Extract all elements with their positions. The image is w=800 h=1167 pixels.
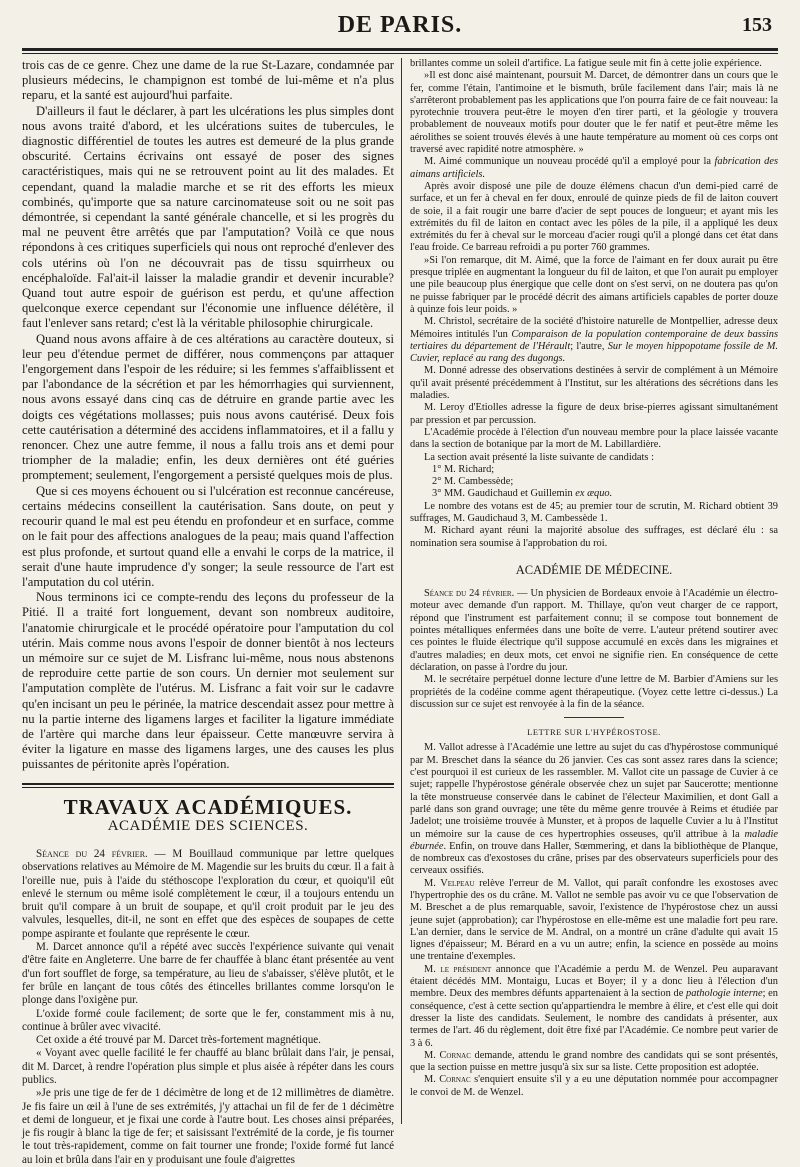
paragraph: »Si l'on remarque, dit M. Aimé, que la force de l'aimant en fer doux aurait pu être presque triplée en augmentant la longueur du fil de laiton, et que l'on aurait pu employer une pile beaucoup plus énergique que celle dont on s'est servi, on ne doutera pas qu'on ne puisse fabriquer par le procédé décrit des aimans artificiels capables de porter douze à quinze fois leur poids. » — [410, 254, 778, 315]
paragraph — [410, 316, 778, 365]
paragraph-text: M. Christol, secrétaire de la société d'histoire naturelle de Montpellier, adresse deux Mémoires intitulés l'un — [410, 316, 778, 340]
paragraph-text: 3° MM. Gaudichaud et Guillemin — [432, 488, 576, 500]
paragraph-text: — Un physicien de Bordeaux envoie à l'Académie un électro-moteur avec demande d'un rapport. M. Thillaye, qu'on veut charger de ce rapport, répond que l'instrument est parfaitement connu; il se compose tout bonnement de pointes métalliques enfermées dans une boîte de verre. L'auteur prétend soutirer avec ces pointes le fluide électrique qu'il suppose accumulé en excès dans les migraines et d'autres maladies; en deux mots, cet envoi ne signifie rien. En conséquence de cette déclaration, on passe à l'ordre du jour. — [410, 588, 779, 673]
italic-text: maladie éburnée — [410, 828, 778, 852]
subsection-heading: LETTRE SUR L'HYPÉROSTOSE. — [527, 727, 661, 738]
paragraph: M. Leroy d'Etiolles adresse la figure de deux brise-pierres agissant simultanément par pression et par percussion. — [410, 402, 778, 426]
paragraph: M. le secrétaire perpétuel donne lecture d'une lettre de M. Barbier d'Amiens sur les propriétés de la codéine comme agent thérapeutique. (Voyez cette lettre ci-dessus.) La discussion sur ce sujet est renvoyée à la fin de la séance. — [410, 674, 778, 710]
paragraph-text: . Enfin, on trouve dans Haller, Sœmmering, et dans la bibliothèque de Planque, de nombreux cas d'exostoses du crâne, prises par des observateurs superficiels pour des cerveaux ossifiés. — [410, 840, 778, 877]
paragraph: Quand nous avons affaire à de ces altérations au caractère douteux, si leur peu d'étendue permet de différer, nous commençons par attaquer l'engorgement dans l'espoir de les réduire; si les femmes s'affaiblissent et par l'abondance de la sécrétion et par les hémorrhagies qui surviennent, nous avons essayé dans cinq cas de détruire en grande partie avec les doigts ces végétations mollasses; puis nous avons cautérisé. Deux fois cette cautérisation a déterminé des accidens inflammatoires, et il a fallu y renoncer. Chez une autre femme, il nous a fallu trois ans et demi pour triompher de la maladie; enfin, les deux dernières ont été guéries promptement; seulement, l'engorgement a persisté quelques mois de plus. — [22, 331, 394, 483]
paragraph — [410, 588, 778, 674]
speaker-name: M. Velpeau — [424, 877, 475, 889]
divider — [564, 717, 624, 718]
section-rule — [22, 783, 394, 785]
section-title: TRAVAUX ACADÉMIQUES. — [63, 794, 353, 819]
paragraph: brillantes comme un soleil d'artifice. La fatigue seule mit fin à cette jolie expérience. — [410, 58, 762, 69]
paragraph-text: M. Aimé communique un nouveau procédé qu'il a employé pour la — [424, 156, 715, 168]
paragraph: M. Darcet annonce qu'il a répété avec succès l'expérience suivante qui venait d'être faite en Angleterre. Une barre de fer chauffée à blanc étant présentée au vent d'un fort soufflet de forge, sa température, au lieu de s'abaisser, s'élève plutôt, et le fer brûle en lançant de tous côtés des étincelles brillantes comme lorsqu'on le plonge dans l'oxigène pur. — [22, 941, 394, 1007]
italic-text: fabrication des aimans artificiels. — [410, 156, 778, 180]
paragraph-text: annonce que l'Académie a perdu M. de Wenzel. Peu auparavant étaient décédés MM. Montaigu, Lucas et Boyer; il y a donc lieu à l'élection d'un membre. Deux des membres défunts appartenaient à la section de — [410, 963, 778, 1000]
italic-text: pathologie interne — [686, 988, 763, 1000]
paragraph-text: relève l'erreur de M. Vallot, qui paraît confondre les exostoses avec l'hypertrophie des os du crâne. M. Vallot ne semble pas avoir vu ce que l'observation de M. Breschet a de plus remarquable, savoir, l'existence de l'hypérostose chez un aussi jeune sujet (approbation); car l'hypérostose en elle-même est une maladie fort peu rare. L'an dernier, dans le service de M. Andral, on a montré un crâne d'adulte qui avait 15 lignes d'épaisseur; M. Bérard en a vu un autre; enfin, la science en possède au moins une trentaine d'exemples. — [410, 877, 778, 963]
paragraph — [410, 742, 778, 877]
paragraph-text: s'enquiert ensuite s'il y a eu une députation nommée pour accompagner le convoi de M. de Wenzel. — [410, 1074, 778, 1098]
italic-text: ex æquo. — [575, 488, 613, 500]
paragraph: M. Donné adresse des observations destinées à servir de complément à un Mémoire qu'il avait présenté précédemment à l'Institut, sur les altérations des sécrétions dans les maladies. — [410, 365, 778, 402]
paragraph: « Voyant avec quelle facilité le fer chauffé au blanc brûlait dans l'air, je pensai, dit M. Darcet, à rendre l'opération plus simple et plus aisée à répéter dans les cours publics. — [22, 1047, 394, 1086]
academy-heading: ACADÉMIE DE MÉDECINE. — [515, 562, 673, 577]
paragraph: Après avoir disposé une pile de douze élémens chacun d'un demi-pied carré de surface, et un fer à cheval en fer doux, enroulé de quinze pieds de fil de laiton couvert de soie, il a fait rougir une barre d'acier de sept pouces de longueur; et ayant mis les extrémités du fil de laiton en contact avec les pôles de la pile, il a appliqué les deux extrémités du fer à cheval sur le morceau d'acier rougi qu'il a plongé dans cet état dans l'eau froide. Ce barreau refroidi a pu porter 760 grammes. — [410, 180, 778, 254]
paragraph — [410, 964, 778, 1050]
speaker-name: M. Cornac — [424, 1049, 471, 1061]
candidate-list — [410, 464, 778, 501]
page-number: 153 — [742, 14, 772, 36]
paragraph: Nous terminons ici ce compte-rendu des leçons du professeur de la Pitié. Il a traité fort longuement, devant son nombreux auditoire, l'anatomie chirurgicale et le procédé opératoire pour l'amputation du col utérin. Mais comme nous avons l'espoir de donner bientôt à nos lecteurs un mémoire sur ce sujet de M. Lisfranc lui-même, nous nous abstenons de reproduire cette partie de son cours. Un dernier mot seulement sur l'amputation complète de l'utérus. M. Lisfranc a fait voir sur le cadavre qu'en incisant un peu le périnée, la matrice descendait assez pour mettre à nu la partie interne des ligamens larges et faciliter la ligature immédiate de l'artère qui marche dans leur épaisseur. Cette manœuvre servira à éviter la ligature en masse des ligamens larges, une des causes les plus puissantes de péritonite après l'opération. — [22, 590, 394, 772]
speaker-name: M. Cornac — [424, 1074, 471, 1086]
academy-heading: ACADÉMIE DES SCIENCES. — [107, 817, 309, 834]
paragraph: Cet oxide a été trouvé par M. Darcet très-fortement magnétique. — [36, 1034, 321, 1047]
header-rule-thin — [22, 53, 778, 54]
academy-sciences-report — [22, 848, 394, 1167]
header-rule — [22, 48, 778, 51]
paragraph: Que si ces moyens échouent ou si l'ulcération est reconnue cancéreuse, certains médecins conseillent la cautérisation. Sans doute, on peut y recourir quand le mal est peu étendu en profondeur et en surface, comme on le fait pour des affections analogues de la peau; mais quand l'affection est plus profonde, et surtout quand elle a envahi le corps de la matrice, il serait d'une haute imprudence d'y songer; la seule ressource de l'art est l'amputation du col utérin. — [22, 483, 394, 589]
paragraph — [410, 1050, 778, 1075]
right-column — [410, 58, 778, 1128]
speaker-name: M. le président — [424, 963, 492, 975]
paragraph: »Il est donc aisé maintenant, poursuit M. Darcet, de démontrer dans un cours que le fer, comme l'étain, l'antimoine et le bismuth, brûle facilement dans l'air; mais là ne s'arrêteront probablement pas les applications que l'on pourra faire de ce fait nouveau: la pyrotechnie trouvera peut-être le moyen d'en tirer parti, et la géologie y trouvera probablement de nouveaux motifs pour douter que le fer natif et peut-être même les aérolithes se soient trouvés élevés à une haute température au moment où ces corps ont traversé avec rapidité notre atmosphère. » — [410, 70, 778, 156]
paragraph: La section avait présenté la liste suivante de candidats : — [424, 451, 654, 463]
running-title: DE PARIS. — [337, 12, 463, 38]
list-item — [432, 488, 778, 500]
session-date: Séance du 24 février. — [36, 847, 148, 860]
italic-text: Comparaison de la population contemporaine de deux bassins tertiaires du département de l'Hérault — [410, 328, 778, 352]
paragraph — [410, 878, 778, 964]
paragraph — [22, 848, 394, 941]
paragraph-text: M. Vallot adresse à l'Académie une lettre au sujet du cas d'hypérostose communiqué par M. Breschet dans la séance du 26 janvier. Ces cas sont assez rares dans la science; c'est pourquoi il est curieux de les rassembler. M. Vallot cite un passage de Cuvier à ce sujet; rappelle l'hypérostose générale observée chez un sujet par Saucerotte; mentionne la tête monstrueuse conservée dans le cabinet de l'électeur Maximilien, et dont Gall a parlé dans son grand ouvrage; une tête du même genre trouvée à Reims et étudiée par Jadelot; une troisième trouvée à Munster, et à propos de laquelle Cuvier a lu à l'Institut un mémoire sur la cause de ces hypertrophies osseuses, qu'il attribue à la — [410, 742, 778, 840]
column-divider — [401, 58, 402, 1124]
paragraph — [410, 1074, 778, 1099]
paragraph: L'oxide formé coule facilement; de sorte que le fer, constamment mis à nu, continue à brûler avec vivacité. — [22, 1007, 394, 1033]
italic-text: Sur le moyen hippopotame fossile de M. Cuvier, replacé au rang des dugongs. — [410, 340, 778, 365]
paragraph: D'ailleurs il faut le déclarer, à part les ulcérations les plus simples dont nous avons traité d'abord, et les ulcérations suites de tubercules, le diagnostic différentiel de toutes les autres est demeuré de la plus grande obscurité. Certains écrivains ont essayé de poser des signes caractéristiques, mais qui ne se retrouvent point au lit des malades. Et cependant, quand la maladie marche et se rit des efforts les mieux combinés, qu'importe que sa nature carcinomateuse soit ou ne soit pas démontrée, si cependant la santé générale chancelle, et si les progrès du mal ne peuvent être arrêtés que par l'amputation? Voilà ce que nous répondons à ces critiques superficiels qui nous ont reproché d'enlever des cols utérins où l'on ne découvrait pas de tissu squirrheux ou encéphaloïde. Fal'ait-il laisser la maladie grandir et devenir incurable? Quand tout autre espoir de guérison est perdu, et qu'une affection quelconque exerce cependant sur l'économie une influence délétère, il faut l'enlever sans retard; c'est là la véritable philosophie chirurgicale. — [22, 103, 394, 331]
paragraph: trois cas de ce genre. Chez une dame de la rue St-Lazare, condamnée par plusieurs médecins, le champignon est tombé de lui-même et n'a plus reparu, et la santé est aujourd'hui parfaite. — [22, 58, 394, 103]
session-date: Séance du 24 février. — [424, 588, 515, 600]
paragraph: M. Richard ayant réuni la majorité absolue des suffrages, est déclaré élu : sa nomination sera soumise à l'approbation du roi. — [410, 525, 778, 549]
list-item: 1° M. Richard; — [432, 463, 495, 475]
section-rule-thin — [22, 787, 394, 788]
left-column — [22, 58, 394, 1166]
list-item: 2° M. Cambessède; — [432, 476, 514, 488]
paragraph-text: — M Bouillaud communique par lettre quelques observations relatives au Mémoire de M. Magendie sur les bruits du cœur. Il a fait à l'oreille nue, puis à l'aide du stéthoscope l'exploration du cœur, et quoiqu'il eût enlevé le sternum ou même isolé complètement le cœur, il a toujours entendu un bruit qu'il compare à un bruit de soupape, et qu'il croit produit par le jeu des valvules, lesquelles, dit-il, ne sont en effet que des espèces de soupapes de cette pompe aspirante et foulante que représente le cœur. — [22, 847, 394, 940]
paragraph-text: ; l'autre, — [570, 340, 608, 352]
page-header — [22, 8, 778, 44]
paragraph: L'Académie procède à l'élection d'un nouveau membre pour la place laissée vacante dans la section de botanique par la mort de M. Labillardière. — [410, 426, 778, 451]
paragraph-text: demande, attendu le grand nombre des candidats qui se sont présentés, que la section puisse en mettre jusqu'à six sur sa liste. Cette proposition est adoptée. — [410, 1049, 778, 1074]
paragraph: Le nombre des votans est de 45; au premier tour de scrutin, M. Richard obtient 39 suffrages, M. Gaudichaud 3, M. Cambessède 1. — [410, 500, 778, 524]
paragraph-text: ; en conséquence, c'est à cette section qu'appartiendra le membre à élire, et c'est elle qui doit dresser la liste des candidats. Seulement, le nombre des candidats à présenter, aux termes de l'art. 46 du règlement, doit être fixé par l'Académie. Ce nombre peut varier de 3 à 6. — [410, 988, 778, 1049]
paragraph: »Je pris une tige de fer de 1 décimètre de long et de 12 millimètres de diamètre. Je fis faire un œil à l'une de ses extrémités, j'y attachai un fil de fer de 1 décimètre et demi de longueur, et je fixai une corde à l'autre bout. Les choses ainsi préparées, je fis rougir à blanc la tige de fer; et saisissant l'extrémité de la corde, je fis tourner le tout très-rapidement, comme on fait tourner une fronde; l'oxide formé fut lancé au loin et brûla dans l'air en y produisant une foule d'aigrettes — [22, 1087, 394, 1166]
paragraph — [410, 156, 778, 181]
